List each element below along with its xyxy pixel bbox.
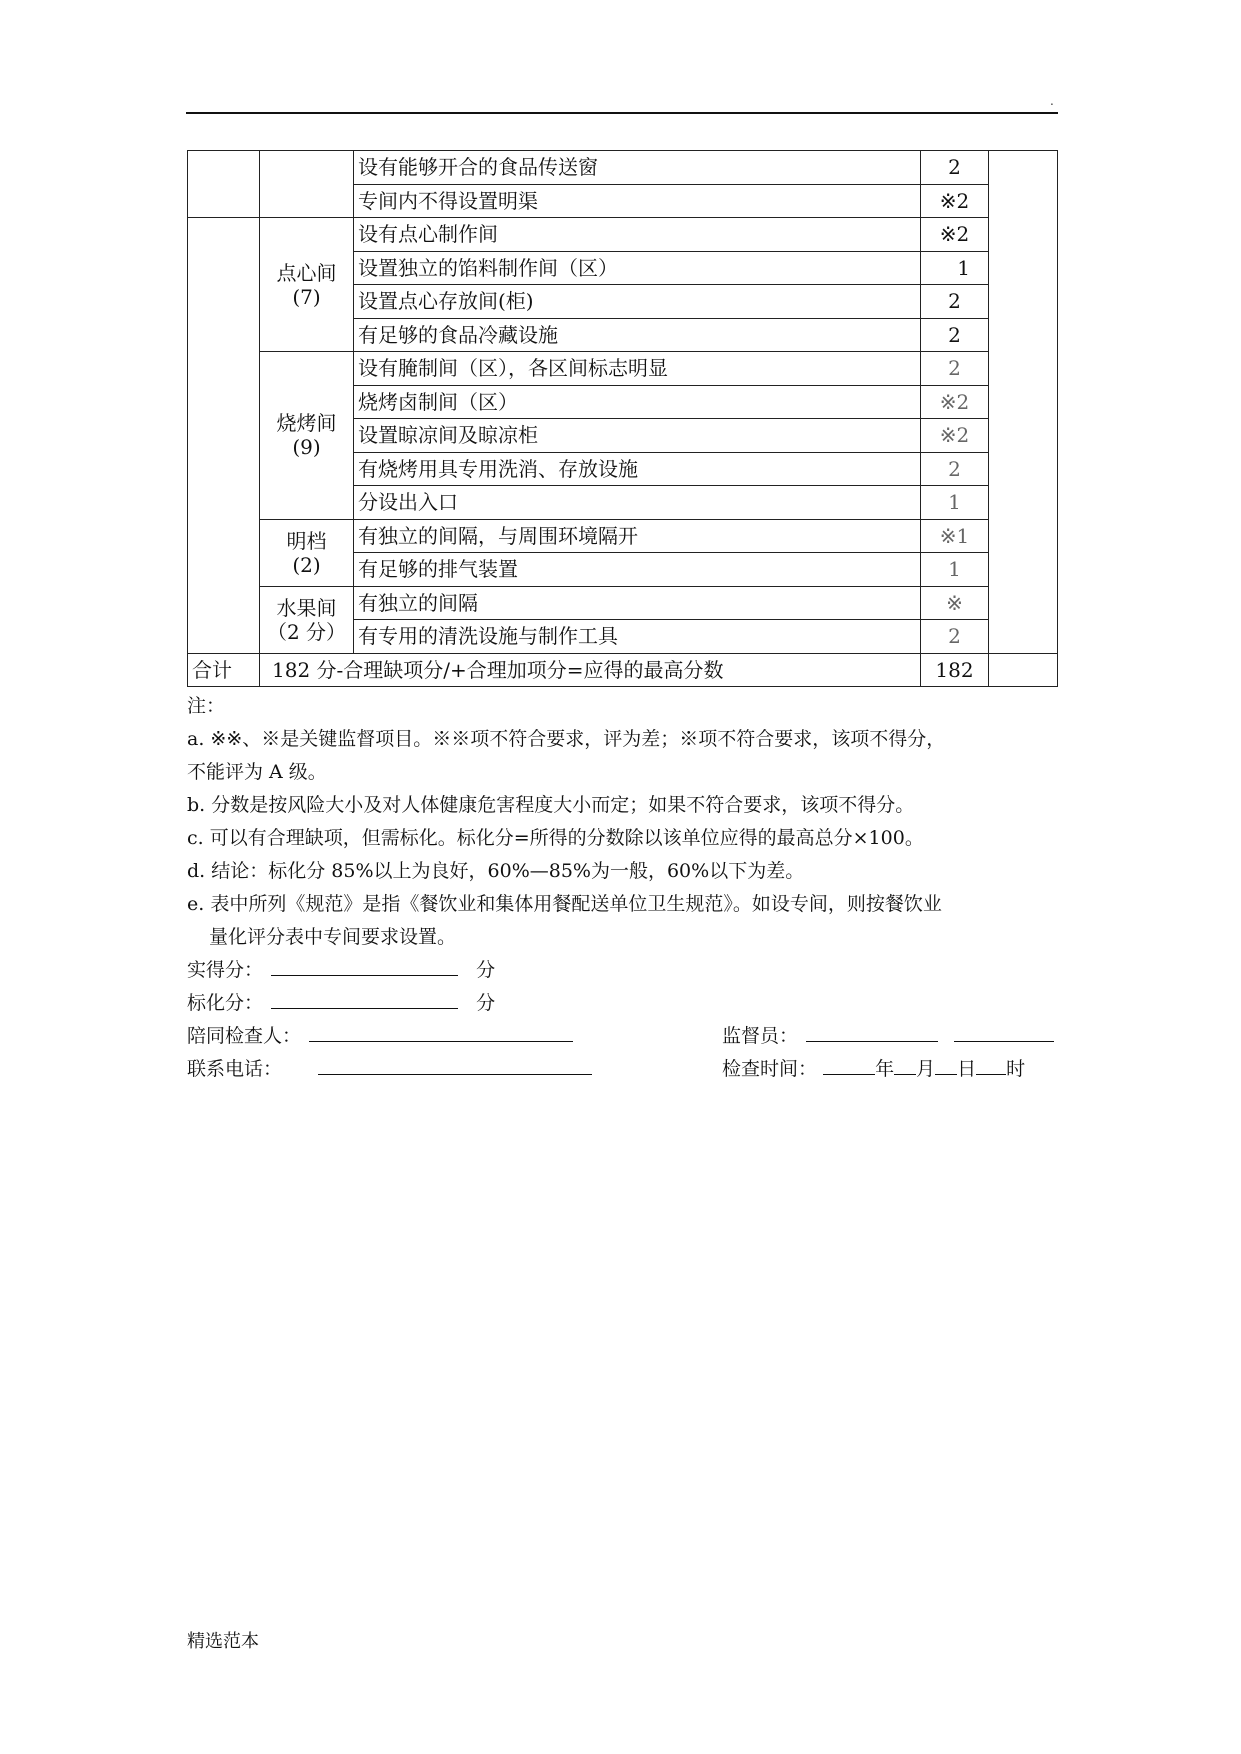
table-row [188,151,1058,185]
category-count: (9) [292,435,321,460]
total-formula: 182 分-合理缺项分/+合理加项分=应得的最高分数 [260,653,921,687]
item-cell: 设置晾凉间及晾凉柜 [354,419,921,453]
total-actual-cell [989,653,1058,687]
item-cell: 专间内不得设置明渠 [354,184,921,218]
hour-label: 时 [1006,1058,1026,1080]
item-cell: 设置独立的馅料制作间（区） [354,251,921,285]
day-label: 日 [957,1058,977,1080]
note-d: d. 结论：标化分 85%以上为良好，60%—85%为一般，60%以下为差。 [187,860,805,882]
inspection-time-label: 检查时间： [722,1058,818,1080]
item-cell: 有足够的食品冷藏设施 [354,318,921,352]
notes-title: 注： [187,695,226,717]
score-cell: ※1 [921,519,989,553]
companion-label: 陪同检查人： [187,1025,302,1047]
actual-score-blank[interactable] [271,955,458,976]
score-cell: 2 [921,318,989,352]
note-e-line2: 量化评分表中专间要求设置。 [209,926,457,948]
item-cell: 设有点心制作间 [354,218,921,252]
inspector-field [722,1021,1054,1048]
total-row [188,653,1058,687]
section-cell [188,151,260,218]
phone-field [187,1054,592,1081]
item-cell: 设置点心存放间(柜) [354,285,921,319]
category-name: 烧烤间 [276,411,337,436]
item-cell: 有烧烤用具专用洗消、存放设施 [354,452,921,486]
section-cell [188,218,260,654]
category-name: 点心间 [276,260,337,285]
footer-text: 精选范本 [187,1631,259,1652]
note-a-line2: 不能评为 A 级。 [187,761,327,783]
note-a-line1: a. ※※、※是关键监督项目。※※项不符合要求，评为差；※项不符合要求，该项不得分， [187,728,946,750]
category-cell [260,352,354,520]
header-rule [186,112,1058,114]
actual-score-label: 实得分： [187,959,264,981]
category-count: (2) [292,552,321,577]
item-cell: 有独立的间隔 [354,586,921,620]
item-cell: 设有能够开合的食品传送窗 [354,151,921,185]
inspector-blank-1[interactable] [806,1021,938,1042]
note-e-line1: e. 表中所列《规范》是指《餐饮业和集体用餐配送单位卫生规范》。如设专间，则按餐饮业 [187,893,942,915]
hour-blank[interactable] [976,1054,1006,1075]
score-cell: 1 [921,486,989,520]
standard-score-unit: 分 [476,992,496,1014]
phone-blank[interactable] [318,1054,592,1075]
category-name: 水果间 [276,595,337,620]
table-row [188,586,1058,620]
item-cell: 烧烤卤制间（区） [354,385,921,419]
score-cell: 1 [921,553,989,587]
item-cell: 有独立的间隔，与周围环境隔开 [354,519,921,553]
category-cell [260,519,354,586]
note-b: b. 分数是按风险大小及对人体健康危害程度大小而定；如果不符合要求，该项不得分。 [187,794,915,816]
score-cell: 1 [921,251,989,285]
month-blank[interactable] [894,1054,916,1075]
scoring-table [187,150,1058,687]
item-cell: 有专用的清洗设施与制作工具 [354,620,921,654]
total-label: 合计 [188,653,260,687]
year-label: 年 [875,1058,895,1080]
score-cell: 2 [921,620,989,654]
category-count: （2 分） [266,619,347,644]
item-cell: 设有腌制间（区），各区间标志明显 [354,352,921,386]
table-row [188,218,1058,252]
category-cell [260,586,354,653]
standard-score-label: 标化分： [187,992,264,1014]
total-score: 182 [921,653,989,687]
inspection-time-field [722,1054,1025,1081]
category-name: 明档 [286,528,327,553]
category-cell [260,151,354,218]
notes [187,690,1067,954]
actual-score-column [989,151,1058,654]
year-blank[interactable] [823,1054,875,1075]
item-cell: 有足够的排气装置 [354,553,921,587]
inspector-blank-2[interactable] [954,1021,1054,1042]
table-row [188,519,1058,553]
actual-score-field [187,955,495,982]
table-row [188,352,1058,386]
score-cell: 2 [921,285,989,319]
inspector-label: 监督员： [722,1025,799,1047]
score-cell: ※ [921,586,989,620]
standard-score-field [187,988,495,1015]
score-cell: ※2 [921,385,989,419]
category-cell [260,218,354,352]
day-blank[interactable] [935,1054,957,1075]
phone-label: 联系电话： [187,1058,283,1080]
standard-score-blank[interactable] [271,988,458,1009]
score-cell: 2 [921,151,989,185]
note-c: c. 可以有合理缺项，但需标化。标化分=所得的分数除以该单位应得的最高总分×100。 [187,827,924,849]
score-cell: 2 [921,452,989,486]
companion-blank[interactable] [309,1021,573,1042]
score-cell: ※2 [921,419,989,453]
category-count: (7) [292,284,321,309]
actual-score-unit: 分 [476,959,496,981]
header-dot: . [1050,94,1054,108]
item-cell: 分设出入口 [354,486,921,520]
companion-field [187,1021,573,1048]
score-cell: 2 [921,352,989,386]
score-cell: ※2 [921,184,989,218]
score-cell: ※2 [921,218,989,252]
month-label: 月 [916,1058,936,1080]
